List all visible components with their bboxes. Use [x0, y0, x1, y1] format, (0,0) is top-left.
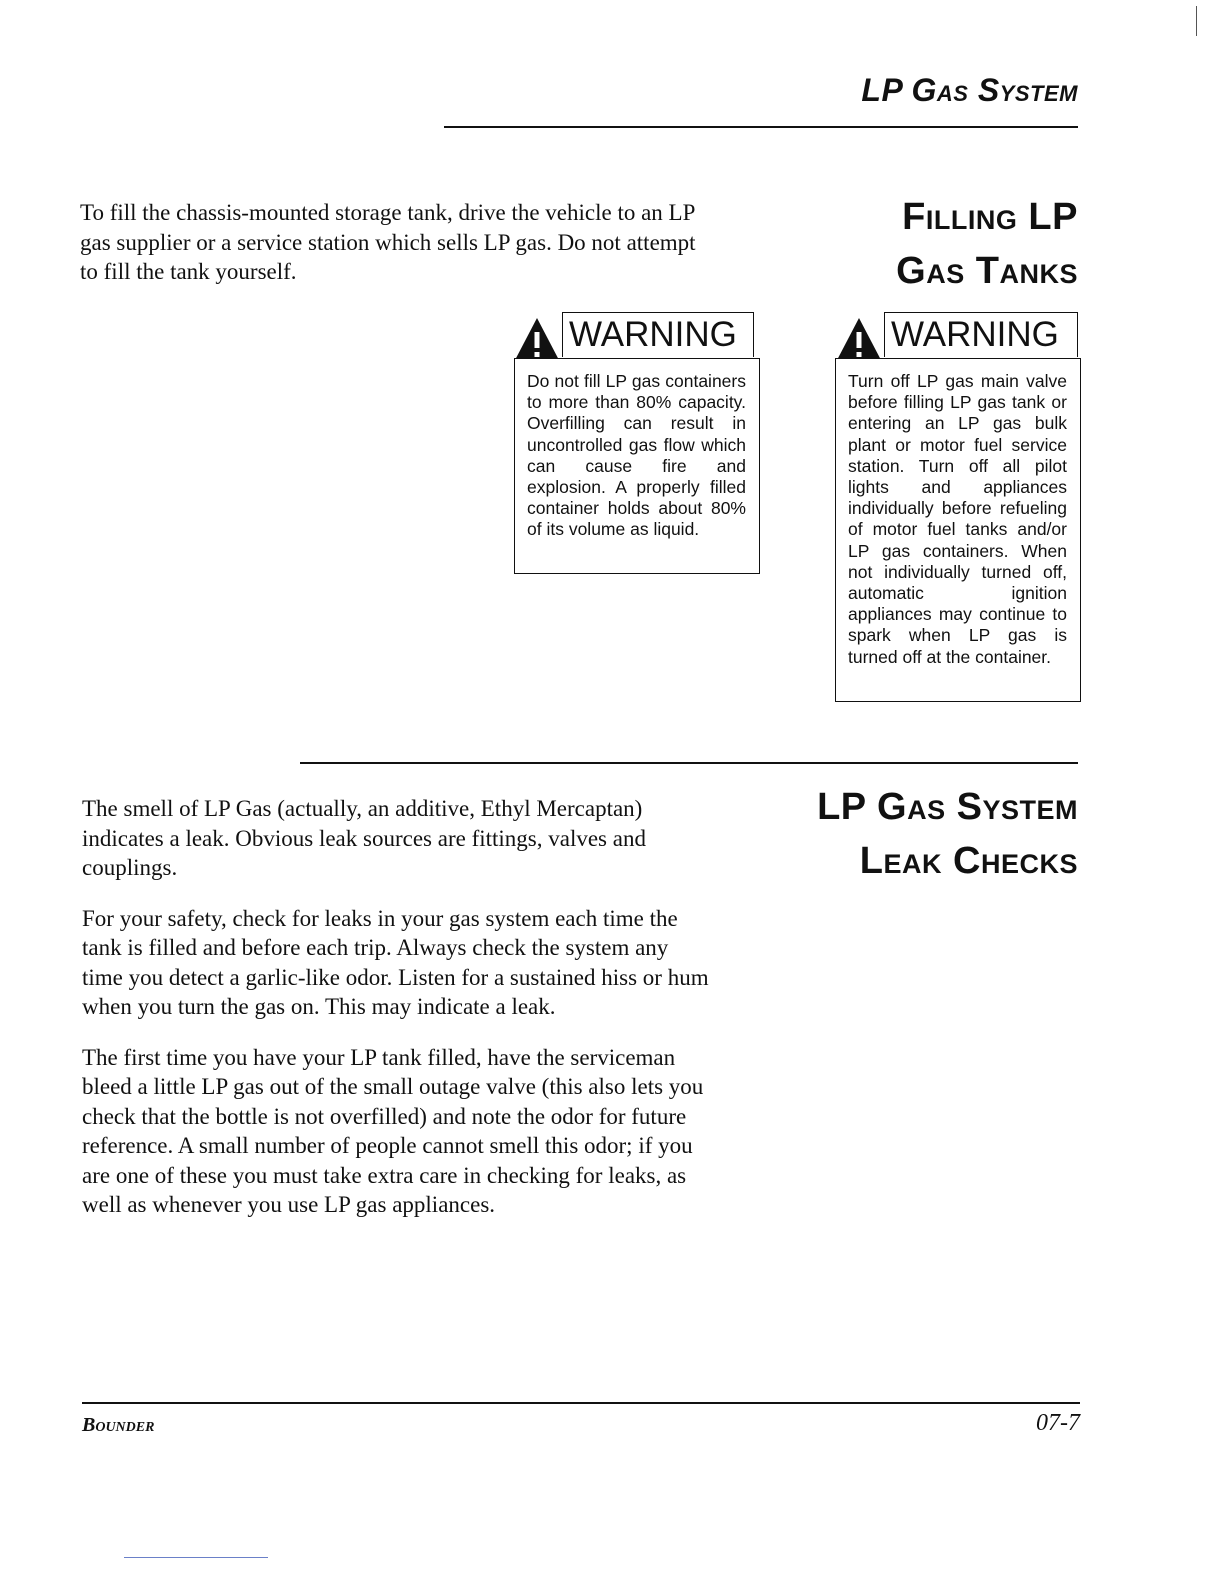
paragraph: For your safety, check for leaks in your gas system each time the tank is filled and before each trip. Always check the system any time you detect a garlic-like odor. Listen for a sustained hiss or hum when you turn the gas on. This may indicate a leak.	[82, 905, 709, 1019]
section-leak-checks-body	[82, 794, 710, 1241]
paragraph: The first time you have your LP tank filled, have the serviceman bleed a little LP gas out of the small outage valve (this also lets you check that the bottle is not overfilled) and note the odor for future reference. A small number of people cannot smell this odor; if you are one of these you must take extra care in checking for leaks, as well as whenever you use LP gas appliances.	[82, 1044, 704, 1217]
warning-box	[514, 358, 760, 574]
warning-label: WARNING	[562, 312, 754, 357]
heading-line: Gas Tanks	[896, 250, 1078, 292]
warning-text: Do not fill LP gas containers to more than 80% capacity. Overfilling can result in uncontrolled gas flow which can cause fire and explosion. A properly filled container holds about 80% of its volume as liquid.	[527, 371, 746, 540]
heading-line: LP Gas System	[817, 786, 1078, 828]
warning-text: Turn off LP gas main valve before filling LP gas tank or entering an LP gas bulk plant or motor fuel service station. Turn off all pilot lights and appliances individually before refueling of motor fuel tanks and/or LP gas containers. When not individually turned off, automatic ignition appliances may continue to spark when LP gas is turned off at the container.	[848, 371, 1067, 667]
heading-line: Leak Checks	[859, 840, 1078, 882]
page-number: 07-7	[1036, 1410, 1080, 1436]
warning-label: WARNING	[884, 312, 1078, 357]
warning-header	[512, 312, 760, 362]
section-heading-filling	[780, 190, 1078, 298]
footer-rule	[82, 1402, 1080, 1404]
page-header-title: LP Gas System	[861, 72, 1078, 108]
page-edge-mark	[1196, 6, 1211, 36]
section-filling-body	[80, 198, 712, 308]
paragraph: To fill the chassis-mounted storage tank, drive the vehicle to an LP gas supplier or a service station which sells LP gas. Do not attempt to fill the tank yourself.	[80, 200, 696, 284]
paragraph: The smell of LP Gas (actually, an additive, Ethyl Mercaptan) indicates a leak. Obvious leak sources are fittings, valves and couplings.	[82, 796, 646, 880]
warning-header	[834, 312, 1082, 362]
section-divider	[300, 762, 1078, 764]
warning-box	[835, 358, 1081, 702]
warning-triangle-icon	[834, 316, 884, 364]
footer-model-name: Bounder	[82, 1414, 155, 1436]
header-rule	[444, 126, 1078, 128]
bottom-blue-line	[124, 1557, 268, 1558]
section-heading-leak-checks	[760, 780, 1078, 888]
heading-line: Filling LP	[902, 196, 1078, 238]
warning-triangle-icon	[512, 316, 562, 364]
